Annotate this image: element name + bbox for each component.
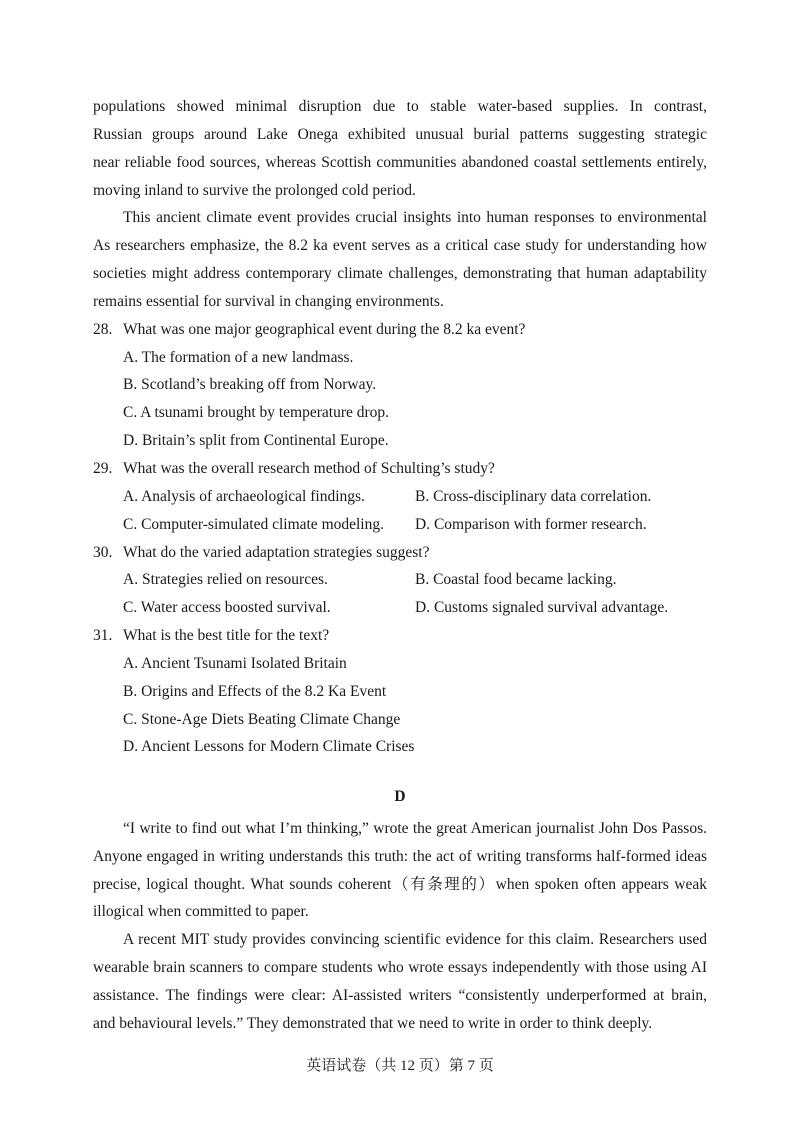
option-d: D. Ancient Lessons for Modern Climate Crises [123, 738, 415, 756]
paragraph [93, 93, 707, 204]
text-line: precise, logical thought. What sounds coherent（有条理的）when spoken often appears weak [93, 875, 707, 893]
paragraph [93, 926, 707, 1037]
option-d: D. Britain’s split from Continental Europe. [123, 432, 389, 450]
question-text: What do the varied adaptation strategies suggest? [123, 543, 430, 561]
paragraph [93, 815, 707, 926]
option-c: C. A tsunami brought by temperature drop. [123, 404, 390, 422]
text-line: illogical when committed to paper. [93, 903, 309, 921]
option-b: B. Origins and Effects of the 8.2 Ka Event [123, 682, 387, 700]
option-b: B. Coastal food became lacking. [415, 571, 617, 589]
paragraph [93, 204, 707, 315]
option-a: A. Strategies relied on resources. [123, 571, 328, 589]
text-line: and behavioural levels.” They demonstrated that we need to write in order to think deeply. [93, 1014, 653, 1032]
text-line: remains essential for survival in changing environments. [93, 292, 444, 310]
option-a: A. Analysis of archaeological findings. [123, 487, 365, 505]
question-text: What was the overall research method of Schulting’s study? [123, 459, 495, 477]
text-line: Russian groups around Lake Onega exhibited unusual burial patterns suggesting strategic [93, 125, 707, 143]
question-30 [93, 539, 707, 623]
question-28 [93, 316, 707, 455]
text-line: “I write to find out what I’m thinking,” wrote the great American journalist John Dos Passos. [123, 819, 707, 837]
text-line: societies might address contemporary climate challenges, demonstrating that human adaptability [93, 265, 707, 283]
question-number: 30. [93, 543, 113, 561]
text-line: This ancient climate event provides crucial insights into human responses to environmental [123, 209, 707, 227]
text-line: moving inland to survive the prolonged cold period. [93, 181, 416, 199]
option-a: A. The formation of a new landmass. [123, 348, 354, 366]
question-29 [93, 455, 707, 539]
text-line: Anyone engaged in writing understands this truth: the act of writing transforms half-formed ideas [93, 847, 707, 865]
text-line: wearable brain scanners to compare students who wrote essays independently with those using AI [93, 959, 707, 977]
passage-c-ending [93, 93, 707, 761]
text-line: assistance. The findings were clear: AI-assisted writers “consistently underperformed at brain, [93, 986, 707, 1004]
text-line: As researchers emphasize, the 8.2 ka event serves as a critical case study for understanding how [93, 237, 707, 255]
text-line: populations showed minimal disruption due to stable water-based supplies. In contrast, [93, 98, 707, 115]
page-footer: 英语试卷（共 12 页）第 7 页 [306, 1058, 494, 1074]
option-c: C. Computer-simulated climate modeling. [123, 515, 384, 533]
question-number: 31. [93, 627, 113, 645]
option-a: A. Ancient Tsunami Isolated Britain [123, 654, 347, 672]
option-c: C. Stone-Age Diets Beating Climate Change [123, 710, 401, 728]
passage-d [93, 783, 707, 1038]
option-b: B. Scotland’s breaking off from Norway. [123, 376, 377, 394]
question-text: What is the best title for the text? [123, 627, 330, 645]
question-text: What was one major geographical event during the 8.2 ka event? [123, 320, 526, 338]
question-number: 28. [93, 320, 113, 338]
question-number: 29. [93, 459, 113, 477]
option-d: D. Comparison with former research. [415, 515, 647, 533]
question-31 [93, 622, 707, 761]
text-line: near reliable food sources, whereas Scottish communities abandoned coastal settlements entirely, [93, 153, 707, 171]
text-line: A recent MIT study provides convincing scientific evidence for this claim. Researchers used [123, 931, 707, 949]
option-d: D. Customs signaled survival advantage. [415, 599, 669, 617]
section-heading: D [394, 788, 406, 805]
option-c: C. Water access boosted survival. [123, 599, 331, 617]
option-b: B. Cross-disciplinary data correlation. [415, 487, 652, 505]
